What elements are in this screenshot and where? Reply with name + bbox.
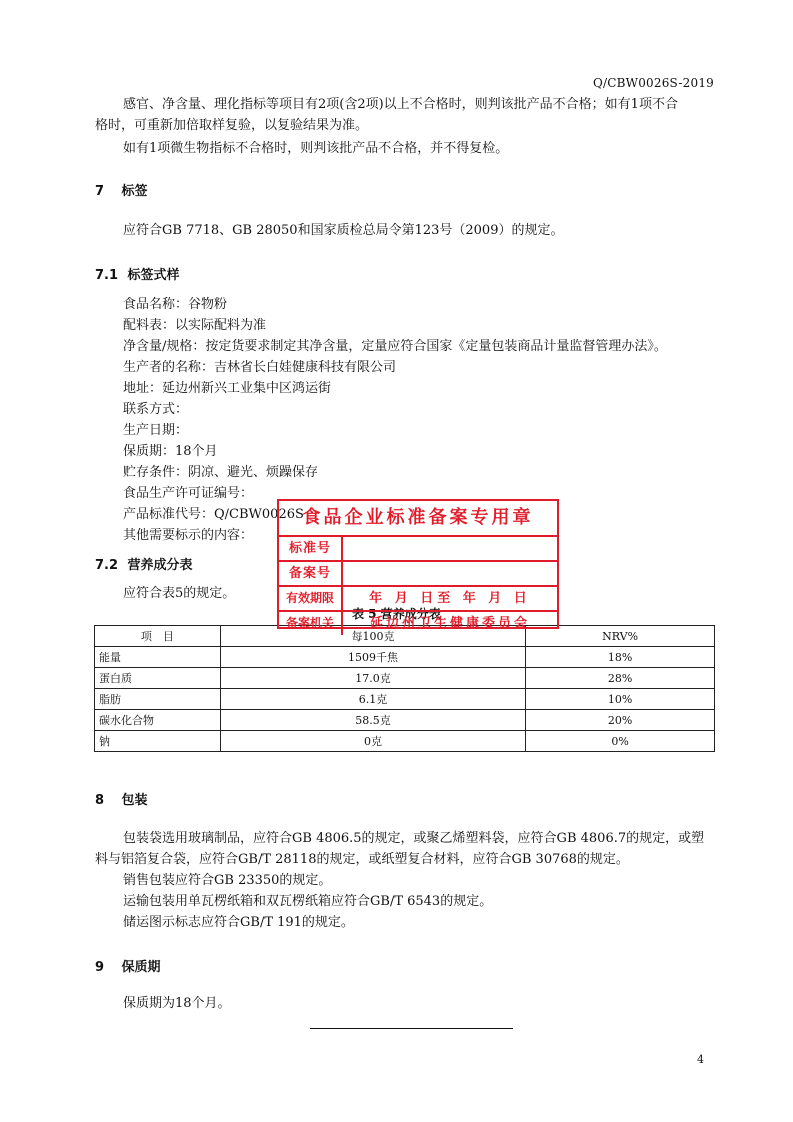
- section-7-text: 应符合GB 7718、GB 28050和国家质检总局令第123号（2009）的规定。: [123, 223, 564, 238]
- section-7-1-title: 标签式样: [127, 268, 180, 283]
- stamp-row-authority: [279, 612, 557, 635]
- label-sample-line: 联系方式：: [123, 402, 189, 417]
- table-cell: 58.5克: [220, 710, 525, 731]
- section-8-paragraph-4: 储运图示标志应符合GB/T 191的规定。: [123, 915, 354, 930]
- table-cell: 钠: [95, 731, 221, 752]
- stamp-value: 延边州卫生健康委员会: [369, 616, 530, 631]
- stamp-label: 标准号: [279, 537, 343, 560]
- stamp-row-filing-no: [279, 562, 557, 587]
- section-8-heading: [95, 789, 148, 808]
- table-cell: 0克: [220, 731, 525, 752]
- label-sample-line: 保质期：18个月: [123, 444, 218, 459]
- section-7-heading: [95, 180, 148, 199]
- table-row: [95, 647, 715, 668]
- page-number: 4: [697, 1053, 704, 1066]
- section-8-paragraph-2: 销售包装应符合GB 23350的规定。: [123, 873, 332, 888]
- table-cell: 18%: [526, 647, 715, 668]
- section-7-1-number: 7.1: [95, 268, 119, 283]
- stamp-row-validity: [279, 587, 557, 612]
- stamp-value: 年 月 日至 年 月 日: [369, 591, 531, 606]
- table-cell: 0%: [526, 731, 715, 752]
- section-7-2-title: 营养成分表: [127, 558, 193, 573]
- section-8-paragraph-1-line-2: 料与铝箔复合袋，应符合GB/T 28118的规定，或纸塑复合材料，应符合GB 30768的规定。: [95, 852, 629, 867]
- label-sample-line: 生产日期：: [123, 423, 189, 438]
- table-cell: 能量: [95, 647, 221, 668]
- intro-paragraph-2: 如有1项微生物指标不合格时，则判该批产品不合格，并不得复检。: [123, 141, 509, 156]
- label-sample-line: 贮存条件：阴凉、避光、烦躁保存: [123, 465, 319, 480]
- end-rule: [310, 1028, 513, 1029]
- table-row: [95, 710, 715, 731]
- section-9-text: 保质期为18个月。: [123, 996, 231, 1011]
- section-7-number: 7: [95, 184, 105, 199]
- table-caption: 表 5 营养成分表: [352, 607, 441, 621]
- table-row: [95, 668, 715, 689]
- table-cell: 蛋白质: [95, 668, 221, 689]
- table-header-nrv: NRV%: [526, 626, 715, 647]
- stamp-label: 备案机关: [279, 612, 343, 635]
- label-sample-line: 净含量/规格：按定货要求制定其净含量，定量应符合国家《定量包装商品计量监督管理办法》。: [123, 339, 667, 354]
- section-8-number: 8: [95, 793, 105, 808]
- table-cell: 6.1克: [220, 689, 525, 710]
- table-cell: 17.0克: [220, 668, 525, 689]
- label-sample-line: 配料表：以实际配料为准: [123, 318, 267, 333]
- section-9-number: 9: [95, 960, 105, 975]
- label-sample-line: 食品生产许可证编号：: [123, 486, 254, 501]
- table-cell: 10%: [526, 689, 715, 710]
- table-cell: 1509千焦: [220, 647, 525, 668]
- section-8-title: 包装: [121, 793, 148, 808]
- table-cell: 脂肪: [95, 689, 221, 710]
- label-sample-line: 其他需要标示的内容：: [123, 528, 254, 543]
- section-9-heading: [95, 956, 161, 975]
- table-row: [95, 731, 715, 752]
- label-sample-line: 生产者的名称：吉林省长白娃健康科技有限公司: [123, 360, 397, 375]
- stamp-label: 备案号: [279, 562, 343, 585]
- section-7-2-text: 应符合表5的规定。: [123, 586, 236, 601]
- table-row: [95, 689, 715, 710]
- section-7-title: 标签: [121, 184, 148, 199]
- stamp-row-standard-no: [279, 537, 557, 562]
- label-sample-line: 地址：延边州新兴工业集中区鸿运街: [123, 381, 332, 396]
- nutrition-table: [94, 625, 715, 752]
- section-8-paragraph-1-line-1: 包装袋选用玻璃制品，应符合GB 4806.5的规定，或聚乙烯塑料袋，应符合GB 4806.7的规定，或塑: [123, 831, 705, 846]
- stamp-value: [343, 537, 557, 560]
- intro-paragraph-1-line-2: 格时，可重新加倍取样复验，以复验结果为准。: [95, 118, 369, 133]
- stamp-label: 有效期限: [279, 587, 343, 610]
- section-8-paragraph-3: 运输包装用单瓦楞纸箱和双瓦楞纸箱应符合GB/T 6543的规定。: [123, 894, 493, 909]
- section-7-1-heading: [95, 264, 180, 283]
- section-7-2-number: 7.2: [95, 558, 119, 573]
- section-7-2-heading: [95, 554, 193, 573]
- filing-seal-stamp: [277, 499, 559, 629]
- label-sample-line: 产品标准代号：Q/CBW0026S: [123, 507, 304, 522]
- intro-paragraph-1-line-1: 感官、净含量、理化指标等项目有2项(含2项)以上不合格时，则判该批产品不合格；如有1项不合: [123, 97, 678, 112]
- label-sample-line: 食品名称：谷物粉: [123, 297, 228, 312]
- table-header-per100g: 每100克: [220, 626, 525, 647]
- section-9-title: 保质期: [121, 960, 161, 975]
- stamp-title: 食品企业标准备案专用章: [279, 501, 557, 537]
- table-header-item: 项 目: [95, 626, 221, 647]
- table-cell: 碳水化合物: [95, 710, 221, 731]
- table-cell: 28%: [526, 668, 715, 689]
- document-code: Q/CBW0026S-2019: [592, 76, 714, 90]
- table-cell: 20%: [526, 710, 715, 731]
- stamp-value: [343, 562, 557, 585]
